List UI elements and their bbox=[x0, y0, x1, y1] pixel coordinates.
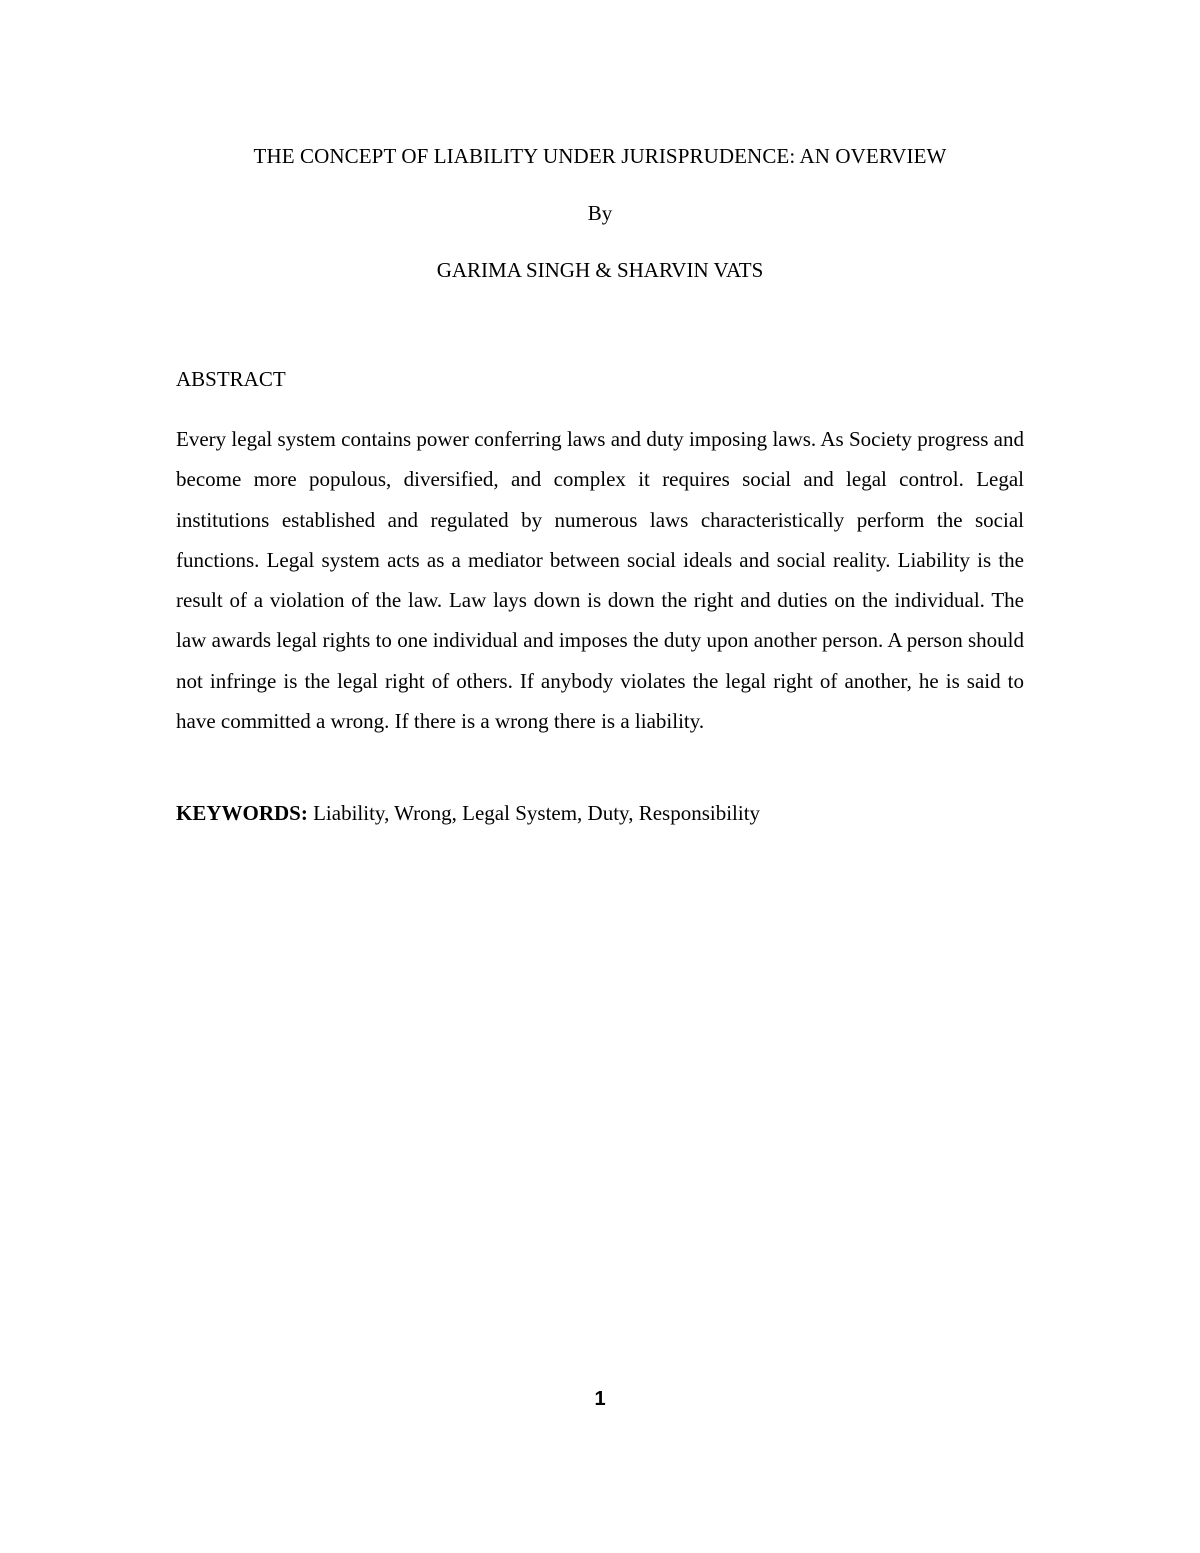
by-line: By bbox=[587, 201, 613, 225]
keywords-line bbox=[176, 799, 760, 827]
abstract-heading: ABSTRACT bbox=[176, 367, 286, 391]
abstract-paragraph: Every legal system contains power conferring laws and duty imposing laws. As Society progress and become more populous, diversified, and complex it requires social and legal control. Legal institutions established and regulated by numerous laws characteristically perform the social functions. Legal system acts as a mediator between social ideals and social reality. Liability is the result of a violation of the law. Law lays down is down the right and duties on the individual. The law awards legal rights to one individual and imposes the duty upon another person. A person should not infringe is the legal right of others. If anybody violates the legal right of another, he is said to have committed a wrong. If there is a wrong there is a liability. bbox=[176, 427, 1024, 734]
author-names: GARIMA SINGH & SHARVIN VATS bbox=[436, 258, 764, 282]
keywords-list: Liability, Wrong, Legal System, Duty, Responsibility bbox=[307, 801, 761, 825]
keywords-label: KEYWORDS: bbox=[176, 801, 308, 825]
paper-title: THE CONCEPT OF LIABILITY UNDER JURISPRUDENCE: AN OVERVIEW bbox=[253, 144, 947, 168]
page-number: 1 bbox=[594, 1388, 606, 1410]
